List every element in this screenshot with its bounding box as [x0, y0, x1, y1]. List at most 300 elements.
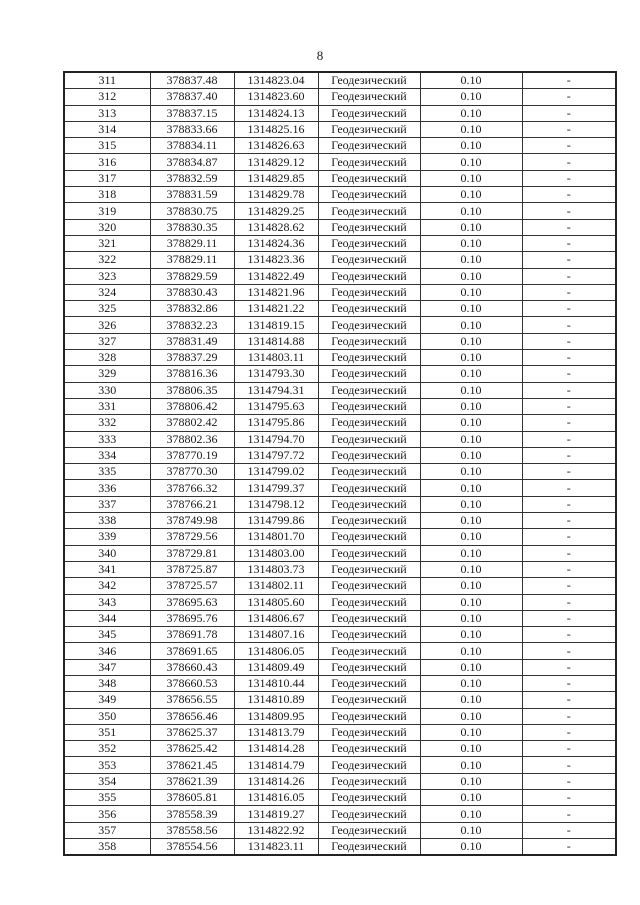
table-row	[64, 89, 616, 105]
x-coordinate-cell: 378834.87	[150, 154, 234, 170]
accuracy-cell: 0.10	[420, 366, 522, 382]
table-row	[64, 219, 616, 235]
x-coordinate-cell: 378837.29	[150, 350, 234, 366]
y-coordinate-cell: 1314809.49	[234, 659, 318, 675]
y-coordinate-cell: 1314813.79	[234, 724, 318, 740]
method-cell: Геодезический	[318, 235, 420, 251]
accuracy-cell: 0.10	[420, 317, 522, 333]
accuracy-cell: 0.10	[420, 350, 522, 366]
accuracy-cell: 0.10	[420, 284, 522, 300]
description-cell: -	[522, 627, 616, 643]
point-number-cell: 324	[64, 284, 150, 300]
method-cell: Геодезический	[318, 105, 420, 121]
point-number-cell: 312	[64, 89, 150, 105]
description-cell: -	[522, 284, 616, 300]
point-number-cell: 341	[64, 561, 150, 577]
point-number-cell: 356	[64, 806, 150, 822]
description-cell: -	[522, 708, 616, 724]
accuracy-cell: 0.10	[420, 627, 522, 643]
description-cell: -	[522, 154, 616, 170]
y-coordinate-cell: 1314823.11	[234, 838, 318, 855]
table-row	[64, 545, 616, 561]
point-number-cell: 319	[64, 203, 150, 219]
x-coordinate-cell: 378829.11	[150, 235, 234, 251]
point-number-cell: 311	[64, 72, 150, 89]
method-cell: Геодезический	[318, 464, 420, 480]
method-cell: Геодезический	[318, 578, 420, 594]
description-cell: -	[522, 447, 616, 463]
y-coordinate-cell: 1314799.86	[234, 513, 318, 529]
method-cell: Геодезический	[318, 561, 420, 577]
y-coordinate-cell: 1314810.89	[234, 692, 318, 708]
y-coordinate-cell: 1314814.88	[234, 333, 318, 349]
point-number-cell: 337	[64, 496, 150, 512]
coordinates-table-body	[64, 72, 616, 855]
point-number-cell: 353	[64, 757, 150, 773]
method-cell: Геодезический	[318, 627, 420, 643]
x-coordinate-cell: 378834.11	[150, 138, 234, 154]
method-cell: Геодезический	[318, 333, 420, 349]
description-cell: -	[522, 545, 616, 561]
table-row	[64, 806, 616, 822]
method-cell: Геодезический	[318, 382, 420, 398]
table-row	[64, 643, 616, 659]
table-row	[64, 675, 616, 691]
accuracy-cell: 0.10	[420, 643, 522, 659]
point-number-cell: 338	[64, 513, 150, 529]
y-coordinate-cell: 1314793.30	[234, 366, 318, 382]
y-coordinate-cell: 1314823.04	[234, 72, 318, 89]
description-cell: -	[522, 561, 616, 577]
accuracy-cell: 0.10	[420, 415, 522, 431]
point-number-cell: 335	[64, 464, 150, 480]
table-row	[64, 594, 616, 610]
description-cell: -	[522, 741, 616, 757]
description-cell: -	[522, 235, 616, 251]
description-cell: -	[522, 187, 616, 203]
y-coordinate-cell: 1314799.37	[234, 480, 318, 496]
description-cell: -	[522, 317, 616, 333]
point-number-cell: 317	[64, 170, 150, 186]
point-number-cell: 321	[64, 235, 150, 251]
y-coordinate-cell: 1314805.60	[234, 594, 318, 610]
method-cell: Геодезический	[318, 838, 420, 855]
x-coordinate-cell: 378558.56	[150, 822, 234, 838]
y-coordinate-cell: 1314829.12	[234, 154, 318, 170]
y-coordinate-cell: 1314816.05	[234, 790, 318, 806]
y-coordinate-cell: 1314822.49	[234, 268, 318, 284]
point-number-cell: 331	[64, 398, 150, 414]
point-number-cell: 314	[64, 121, 150, 137]
table-row	[64, 170, 616, 186]
x-coordinate-cell: 378729.81	[150, 545, 234, 561]
y-coordinate-cell: 1314794.70	[234, 431, 318, 447]
description-cell: -	[522, 724, 616, 740]
point-number-cell: 325	[64, 301, 150, 317]
accuracy-cell: 0.10	[420, 72, 522, 89]
table-row	[64, 187, 616, 203]
accuracy-cell: 0.10	[420, 138, 522, 154]
accuracy-cell: 0.10	[420, 431, 522, 447]
accuracy-cell: 0.10	[420, 790, 522, 806]
x-coordinate-cell: 378830.75	[150, 203, 234, 219]
x-coordinate-cell: 378625.42	[150, 741, 234, 757]
point-number-cell: 327	[64, 333, 150, 349]
x-coordinate-cell: 378770.30	[150, 464, 234, 480]
table-row	[64, 578, 616, 594]
x-coordinate-cell: 378802.42	[150, 415, 234, 431]
point-number-cell: 345	[64, 627, 150, 643]
x-coordinate-cell: 378766.21	[150, 496, 234, 512]
coordinates-table	[63, 71, 617, 856]
y-coordinate-cell: 1314828.62	[234, 219, 318, 235]
point-number-cell: 336	[64, 480, 150, 496]
description-cell: -	[522, 398, 616, 414]
table-row	[64, 154, 616, 170]
method-cell: Геодезический	[318, 154, 420, 170]
method-cell: Геодезический	[318, 252, 420, 268]
accuracy-cell: 0.10	[420, 252, 522, 268]
method-cell: Геодезический	[318, 366, 420, 382]
description-cell: -	[522, 333, 616, 349]
method-cell: Геодезический	[318, 594, 420, 610]
description-cell: -	[522, 643, 616, 659]
table-row	[64, 513, 616, 529]
table-row	[64, 724, 616, 740]
table-row	[64, 790, 616, 806]
method-cell: Геодезический	[318, 643, 420, 659]
method-cell: Геодезический	[318, 724, 420, 740]
x-coordinate-cell: 378770.19	[150, 447, 234, 463]
accuracy-cell: 0.10	[420, 447, 522, 463]
method-cell: Геодезический	[318, 350, 420, 366]
page-number: 8	[316, 48, 324, 63]
accuracy-cell: 0.10	[420, 529, 522, 545]
table-row	[64, 741, 616, 757]
method-cell: Геодезический	[318, 138, 420, 154]
y-coordinate-cell: 1314803.73	[234, 561, 318, 577]
point-number-cell: 352	[64, 741, 150, 757]
x-coordinate-cell: 378816.36	[150, 366, 234, 382]
accuracy-cell: 0.10	[420, 203, 522, 219]
y-coordinate-cell: 1314821.96	[234, 284, 318, 300]
method-cell: Геодезический	[318, 203, 420, 219]
description-cell: -	[522, 496, 616, 512]
y-coordinate-cell: 1314795.63	[234, 398, 318, 414]
description-cell: -	[522, 480, 616, 496]
description-cell: -	[522, 138, 616, 154]
table-row	[64, 431, 616, 447]
accuracy-cell: 0.10	[420, 741, 522, 757]
x-coordinate-cell: 378837.40	[150, 89, 234, 105]
x-coordinate-cell: 378832.23	[150, 317, 234, 333]
table-row	[64, 561, 616, 577]
y-coordinate-cell: 1314795.86	[234, 415, 318, 431]
accuracy-cell: 0.10	[420, 268, 522, 284]
method-cell: Геодезический	[318, 268, 420, 284]
description-cell: -	[522, 692, 616, 708]
description-cell: -	[522, 529, 616, 545]
table-row	[64, 757, 616, 773]
accuracy-cell: 0.10	[420, 170, 522, 186]
point-number-cell: 347	[64, 659, 150, 675]
y-coordinate-cell: 1314821.22	[234, 301, 318, 317]
point-number-cell: 315	[64, 138, 150, 154]
accuracy-cell: 0.10	[420, 708, 522, 724]
accuracy-cell: 0.10	[420, 154, 522, 170]
description-cell: -	[522, 757, 616, 773]
point-number-cell: 340	[64, 545, 150, 561]
y-coordinate-cell: 1314803.11	[234, 350, 318, 366]
point-number-cell: 358	[64, 838, 150, 855]
x-coordinate-cell: 378749.98	[150, 513, 234, 529]
table-row	[64, 72, 616, 89]
x-coordinate-cell: 378831.59	[150, 187, 234, 203]
x-coordinate-cell: 378833.66	[150, 121, 234, 137]
accuracy-cell: 0.10	[420, 464, 522, 480]
method-cell: Геодезический	[318, 480, 420, 496]
accuracy-cell: 0.10	[420, 480, 522, 496]
description-cell: -	[522, 822, 616, 838]
table-row	[64, 203, 616, 219]
method-cell: Геодезический	[318, 301, 420, 317]
table-row	[64, 480, 616, 496]
y-coordinate-cell: 1314822.92	[234, 822, 318, 838]
method-cell: Геодезический	[318, 757, 420, 773]
x-coordinate-cell: 378660.53	[150, 675, 234, 691]
x-coordinate-cell: 378695.76	[150, 610, 234, 626]
table-row	[64, 121, 616, 137]
point-number-cell: 357	[64, 822, 150, 838]
y-coordinate-cell: 1314806.05	[234, 643, 318, 659]
y-coordinate-cell: 1314823.36	[234, 252, 318, 268]
y-coordinate-cell: 1314829.85	[234, 170, 318, 186]
point-number-cell: 334	[64, 447, 150, 463]
x-coordinate-cell: 378605.81	[150, 790, 234, 806]
description-cell: -	[522, 89, 616, 105]
description-cell: -	[522, 610, 616, 626]
y-coordinate-cell: 1314826.63	[234, 138, 318, 154]
table-row	[64, 838, 616, 855]
x-coordinate-cell: 378691.65	[150, 643, 234, 659]
point-number-cell: 346	[64, 643, 150, 659]
description-cell: -	[522, 773, 616, 789]
method-cell: Геодезический	[318, 806, 420, 822]
description-cell: -	[522, 415, 616, 431]
method-cell: Геодезический	[318, 773, 420, 789]
method-cell: Геодезический	[318, 692, 420, 708]
table-row	[64, 284, 616, 300]
x-coordinate-cell: 378832.59	[150, 170, 234, 186]
accuracy-cell: 0.10	[420, 806, 522, 822]
x-coordinate-cell: 378837.48	[150, 72, 234, 89]
accuracy-cell: 0.10	[420, 121, 522, 137]
table-row	[64, 366, 616, 382]
description-cell: -	[522, 806, 616, 822]
y-coordinate-cell: 1314814.79	[234, 757, 318, 773]
point-number-cell: 344	[64, 610, 150, 626]
accuracy-cell: 0.10	[420, 610, 522, 626]
y-coordinate-cell: 1314810.44	[234, 675, 318, 691]
method-cell: Геодезический	[318, 284, 420, 300]
x-coordinate-cell: 378806.35	[150, 382, 234, 398]
accuracy-cell: 0.10	[420, 89, 522, 105]
description-cell: -	[522, 121, 616, 137]
table-row	[64, 627, 616, 643]
accuracy-cell: 0.10	[420, 187, 522, 203]
table-row	[64, 822, 616, 838]
accuracy-cell: 0.10	[420, 219, 522, 235]
table-row	[64, 464, 616, 480]
method-cell: Геодезический	[318, 708, 420, 724]
method-cell: Геодезический	[318, 659, 420, 675]
y-coordinate-cell: 1314797.72	[234, 447, 318, 463]
accuracy-cell: 0.10	[420, 301, 522, 317]
description-cell: -	[522, 382, 616, 398]
y-coordinate-cell: 1314824.13	[234, 105, 318, 121]
description-cell: -	[522, 252, 616, 268]
y-coordinate-cell: 1314809.95	[234, 708, 318, 724]
x-coordinate-cell: 378725.87	[150, 561, 234, 577]
accuracy-cell: 0.10	[420, 561, 522, 577]
table-row	[64, 138, 616, 154]
method-cell: Геодезический	[318, 741, 420, 757]
x-coordinate-cell: 378831.49	[150, 333, 234, 349]
point-number-cell: 348	[64, 675, 150, 691]
accuracy-cell: 0.10	[420, 838, 522, 855]
description-cell: -	[522, 659, 616, 675]
method-cell: Геодезический	[318, 317, 420, 333]
x-coordinate-cell: 378625.37	[150, 724, 234, 740]
table-row	[64, 659, 616, 675]
y-coordinate-cell: 1314794.31	[234, 382, 318, 398]
description-cell: -	[522, 366, 616, 382]
method-cell: Геодезический	[318, 89, 420, 105]
x-coordinate-cell: 378806.42	[150, 398, 234, 414]
x-coordinate-cell: 378621.45	[150, 757, 234, 773]
method-cell: Геодезический	[318, 675, 420, 691]
description-cell: -	[522, 790, 616, 806]
x-coordinate-cell: 378691.78	[150, 627, 234, 643]
point-number-cell: 322	[64, 252, 150, 268]
point-number-cell: 333	[64, 431, 150, 447]
table-row	[64, 773, 616, 789]
y-coordinate-cell: 1314801.70	[234, 529, 318, 545]
table-row	[64, 301, 616, 317]
point-number-cell: 355	[64, 790, 150, 806]
accuracy-cell: 0.10	[420, 105, 522, 121]
y-coordinate-cell: 1314829.25	[234, 203, 318, 219]
point-number-cell: 332	[64, 415, 150, 431]
method-cell: Геодезический	[318, 170, 420, 186]
method-cell: Геодезический	[318, 431, 420, 447]
description-cell: -	[522, 464, 616, 480]
x-coordinate-cell: 378660.43	[150, 659, 234, 675]
point-number-cell: 349	[64, 692, 150, 708]
table-row	[64, 398, 616, 414]
x-coordinate-cell: 378725.57	[150, 578, 234, 594]
table-row	[64, 496, 616, 512]
x-coordinate-cell: 378554.56	[150, 838, 234, 855]
method-cell: Геодезический	[318, 447, 420, 463]
y-coordinate-cell: 1314814.28	[234, 741, 318, 757]
point-number-cell: 326	[64, 317, 150, 333]
x-coordinate-cell: 378558.39	[150, 806, 234, 822]
method-cell: Геодезический	[318, 545, 420, 561]
method-cell: Геодезический	[318, 822, 420, 838]
description-cell: -	[522, 513, 616, 529]
table-row	[64, 382, 616, 398]
x-coordinate-cell: 378837.15	[150, 105, 234, 121]
table-row	[64, 317, 616, 333]
point-number-cell: 350	[64, 708, 150, 724]
description-cell: -	[522, 105, 616, 121]
method-cell: Геодезический	[318, 790, 420, 806]
point-number-cell: 351	[64, 724, 150, 740]
accuracy-cell: 0.10	[420, 398, 522, 414]
x-coordinate-cell: 378830.35	[150, 219, 234, 235]
table-row	[64, 447, 616, 463]
accuracy-cell: 0.10	[420, 659, 522, 675]
description-cell: -	[522, 203, 616, 219]
method-cell: Геодезический	[318, 187, 420, 203]
y-coordinate-cell: 1314806.67	[234, 610, 318, 626]
x-coordinate-cell: 378729.56	[150, 529, 234, 545]
point-number-cell: 339	[64, 529, 150, 545]
y-coordinate-cell: 1314823.60	[234, 89, 318, 105]
y-coordinate-cell: 1314807.16	[234, 627, 318, 643]
accuracy-cell: 0.10	[420, 545, 522, 561]
table-row	[64, 333, 616, 349]
method-cell: Геодезический	[318, 121, 420, 137]
method-cell: Геодезический	[318, 72, 420, 89]
description-cell: -	[522, 675, 616, 691]
y-coordinate-cell: 1314829.78	[234, 187, 318, 203]
accuracy-cell: 0.10	[420, 333, 522, 349]
accuracy-cell: 0.10	[420, 578, 522, 594]
x-coordinate-cell: 378656.46	[150, 708, 234, 724]
table-row	[64, 252, 616, 268]
description-cell: -	[522, 170, 616, 186]
table-row	[64, 350, 616, 366]
method-cell: Геодезический	[318, 415, 420, 431]
description-cell: -	[522, 594, 616, 610]
method-cell: Геодезический	[318, 610, 420, 626]
point-number-cell: 342	[64, 578, 150, 594]
y-coordinate-cell: 1314819.15	[234, 317, 318, 333]
point-number-cell: 323	[64, 268, 150, 284]
table-row	[64, 105, 616, 121]
accuracy-cell: 0.10	[420, 594, 522, 610]
accuracy-cell: 0.10	[420, 675, 522, 691]
y-coordinate-cell: 1314819.27	[234, 806, 318, 822]
x-coordinate-cell: 378829.11	[150, 252, 234, 268]
description-cell: -	[522, 219, 616, 235]
description-cell: -	[522, 350, 616, 366]
x-coordinate-cell: 378621.39	[150, 773, 234, 789]
table-row	[64, 235, 616, 251]
table-row	[64, 708, 616, 724]
method-cell: Геодезический	[318, 513, 420, 529]
description-cell: -	[522, 72, 616, 89]
method-cell: Геодезический	[318, 398, 420, 414]
y-coordinate-cell: 1314814.26	[234, 773, 318, 789]
table-row	[64, 529, 616, 545]
point-number-cell: 354	[64, 773, 150, 789]
point-number-cell: 343	[64, 594, 150, 610]
point-number-cell: 313	[64, 105, 150, 121]
description-cell: -	[522, 578, 616, 594]
